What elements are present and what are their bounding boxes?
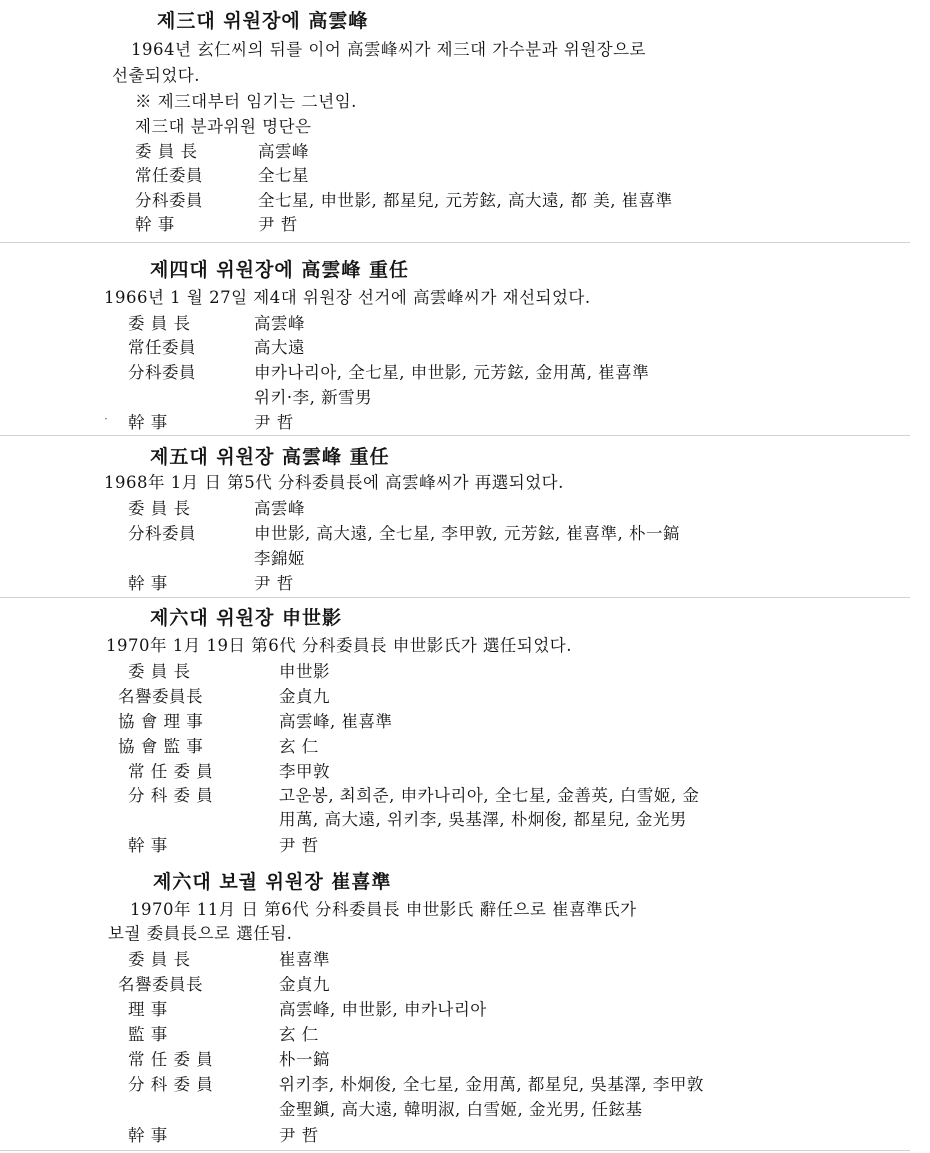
s6-names-chairman: 申世影 xyxy=(279,662,330,681)
s6b-role-chairman: 委 員 長 xyxy=(128,950,191,969)
s4-names-standing: 高大遠 xyxy=(254,338,305,357)
s3-note-2: 제三대 분과위원 명단은 xyxy=(135,117,312,136)
s6-names-honorary: 金貞九 xyxy=(279,687,330,706)
s6-names-members-cont: 用萬, 高大遠, 위키李, 吳基澤, 朴炯俊, 都星兒, 金光男 xyxy=(279,810,687,829)
s3-role-secretary: 幹 事 xyxy=(135,215,175,234)
s6b-names-members-cont: 金聖鎭, 高大遠, 韓明淑, 白雪姬, 金光男, 任鉉基 xyxy=(279,1100,643,1119)
section-title-6b: 제六대 보궐 위원장 崔喜準 xyxy=(153,871,392,893)
s6b-names-secretary: 尹 哲 xyxy=(279,1126,319,1145)
s6b-intro-line-2: 보궐 委員長으로 選任됨. xyxy=(108,924,293,943)
s3-note-1: ※ 제三대부터 임기는 二년임. xyxy=(135,92,357,111)
s3-intro-line-2: 선출되었다. xyxy=(112,66,200,85)
s4-role-standing: 常任委員 xyxy=(128,338,196,357)
s6b-names-chairman: 崔喜準 xyxy=(279,950,330,969)
section-divider xyxy=(0,242,910,243)
section-title-6: 제六대 위원장 申世影 xyxy=(150,607,342,629)
s6-names-standing: 李甲敦 xyxy=(279,762,330,781)
s6-role-standing: 常 任 委 員 xyxy=(128,762,214,781)
s6b-role-director: 理 事 xyxy=(128,1000,168,1019)
s6-names-director: 高雲峰, 崔喜準 xyxy=(279,712,393,731)
s5-names-chairman: 高雲峰 xyxy=(254,499,305,518)
s6-role-members: 分 科 委 員 xyxy=(128,786,214,805)
s3-role-members: 分科委員 xyxy=(135,191,203,210)
section-divider xyxy=(0,1150,910,1151)
s6b-role-honorary: 名譽委員長 xyxy=(118,975,203,994)
s3-role-chairman: 委 員 長 xyxy=(135,142,198,161)
s6b-names-honorary: 金貞九 xyxy=(279,975,330,994)
s3-names-standing: 全七星 xyxy=(258,166,309,185)
section-title-5: 제五대 위원장 高雲峰 重任 xyxy=(150,446,390,468)
s5-intro-line-1: 1968年 1月 日 第5代 分科委員長에 高雲峰씨가 再選되었다. xyxy=(104,473,564,492)
s3-names-secretary: 尹 哲 xyxy=(258,215,298,234)
section-title-3: 제三대 위원장에 高雲峰 xyxy=(157,10,369,32)
s4-intro-line-1: 1966년 1 월 27일 제4대 위원장 선거에 高雲峰씨가 재선되었다. xyxy=(104,288,591,307)
s6-role-chairman: 委 員 長 xyxy=(128,662,191,681)
s6-role-auditor: 協 會 監 事 xyxy=(118,737,204,756)
s6b-names-director: 高雲峰, 申世影, 申카나리아 xyxy=(279,1000,487,1019)
s6-role-director: 協 會 理 事 xyxy=(118,712,204,731)
s6-role-secretary: 幹 事 xyxy=(128,836,168,855)
s6-role-honorary: 名譽委員長 xyxy=(118,687,203,706)
section-divider xyxy=(0,435,910,436)
s6b-names-members: 위키李, 朴炯俊, 全七星, 金用萬, 都星兒, 吳基澤, 李甲敦 xyxy=(279,1075,704,1094)
s6b-role-members: 分 科 委 員 xyxy=(128,1075,214,1094)
s6b-role-standing: 常 任 委 員 xyxy=(128,1050,214,1069)
s5-names-secretary: 尹 哲 xyxy=(254,574,294,593)
s4-role-members: 分科委員 xyxy=(128,363,196,382)
s3-role-standing: 常任委員 xyxy=(135,166,203,185)
s6-names-auditor: 玄 仁 xyxy=(279,737,319,756)
s6-intro-line-1: 1970年 1月 19日 第6代 分科委員長 申世影氏가 選任되었다. xyxy=(106,636,572,655)
s4-role-chairman: 委 員 長 xyxy=(128,314,191,333)
s6b-names-auditor: 玄 仁 xyxy=(279,1025,319,1044)
s3-names-members: 全七星, 申世影, 都星兒, 元芳鉉, 高大遠, 都 美, 崔喜準 xyxy=(258,191,673,210)
s5-names-members-cont: 李錦姬 xyxy=(254,549,305,568)
scan-mark: · xyxy=(104,412,108,426)
s3-names-chairman: 高雲峰 xyxy=(258,142,309,161)
s6b-names-standing: 朴一鎬 xyxy=(279,1050,330,1069)
s4-names-secretary: 尹 哲 xyxy=(254,413,294,432)
s3-intro-line-1: 1964년 玄仁씨의 뒤를 이어 高雲峰씨가 제三대 가수분과 위원장으로 xyxy=(131,40,646,59)
s6-names-secretary: 尹 哲 xyxy=(279,836,319,855)
s5-role-chairman: 委 員 長 xyxy=(128,499,191,518)
s4-role-secretary: 幹 事 xyxy=(128,413,168,432)
s5-names-members: 申世影, 高大遠, 全七星, 李甲敦, 元芳鉉, 崔喜準, 朴一鎬 xyxy=(254,524,680,543)
s6b-role-secretary: 幹 事 xyxy=(128,1126,168,1145)
s4-names-chairman: 高雲峰 xyxy=(254,314,305,333)
s5-role-secretary: 幹 事 xyxy=(128,574,168,593)
s6b-role-auditor: 監 事 xyxy=(128,1025,168,1044)
s5-role-members: 分科委員 xyxy=(128,524,196,543)
s4-names-members: 申카나리아, 全七星, 申世影, 元芳鉉, 金用萬, 崔喜準 xyxy=(254,363,650,382)
s6b-intro-line-1: 1970年 11月 日 第6代 分科委員長 申世影氏 辭任으로 崔喜準氏가 xyxy=(130,900,637,919)
section-divider xyxy=(0,597,910,598)
section-title-4: 제四대 위원장에 高雲峰 重任 xyxy=(150,259,409,281)
s4-names-members-cont: 위키·李, 新雪男 xyxy=(254,388,373,407)
s6-names-members: 고운봉, 최희준, 申카나리아, 全七星, 金善英, 白雪姬, 金 xyxy=(279,786,700,805)
